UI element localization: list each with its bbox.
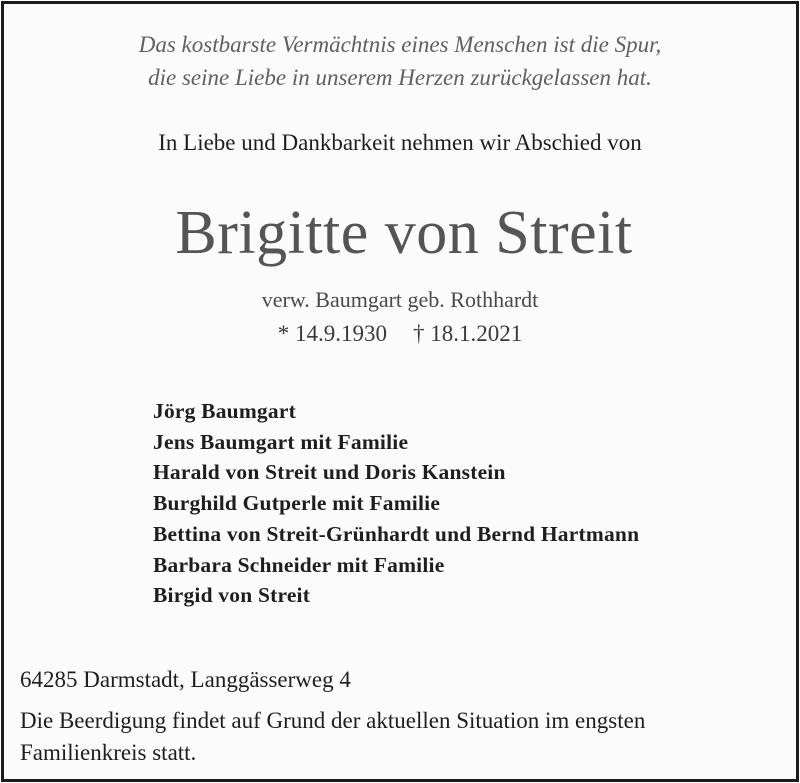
mourner-item: Burghild Gutperle mit Familie: [153, 491, 441, 516]
death-date: † 18.1.2021: [413, 321, 523, 346]
mourner-item: Barbara Schneider mit Familie: [153, 552, 445, 577]
funeral-notice: [20, 705, 790, 769]
motto-quote: [4, 28, 796, 94]
family-address: 64285 Darmstadt, Langgässerweg 4: [20, 667, 351, 692]
funeral-notice-line-1: Die Beerdigung findet auf Grund der aktuellen Situation im engsten: [20, 708, 646, 733]
motto-line-2: die seine Liebe in unserem Herzen zurückgelassen hat.: [148, 65, 652, 90]
life-dates: [4, 319, 796, 349]
motto-line-1: Das kostbarste Vermächtnis eines Menschen ist die Spur,: [138, 32, 662, 57]
mourner-item: Bettina von Streit-Grünhardt und Bernd Hartmann: [153, 521, 640, 546]
birth-date: * 14.9.1930: [277, 321, 387, 346]
mourners-list: [153, 396, 639, 611]
mourner-item: Jens Baumgart mit Familie: [153, 429, 409, 454]
funeral-notice-line-2: Familienkreis statt.: [20, 740, 197, 765]
obituary-frame: [1, 1, 799, 782]
deceased-name: Brigitte von Streit: [175, 199, 633, 267]
deceased-maiden-name: verw. Baumgart geb. Rothhardt: [261, 287, 539, 312]
mourner-item: Jörg Baumgart: [153, 399, 296, 423]
mourner-item: Birgid von Streit: [153, 583, 311, 608]
mourner-item: Harald von Streit und Doris Kanstein: [153, 460, 506, 485]
intro-text: In Liebe und Dankbarkeit nehmen wir Abschied von: [158, 130, 642, 155]
